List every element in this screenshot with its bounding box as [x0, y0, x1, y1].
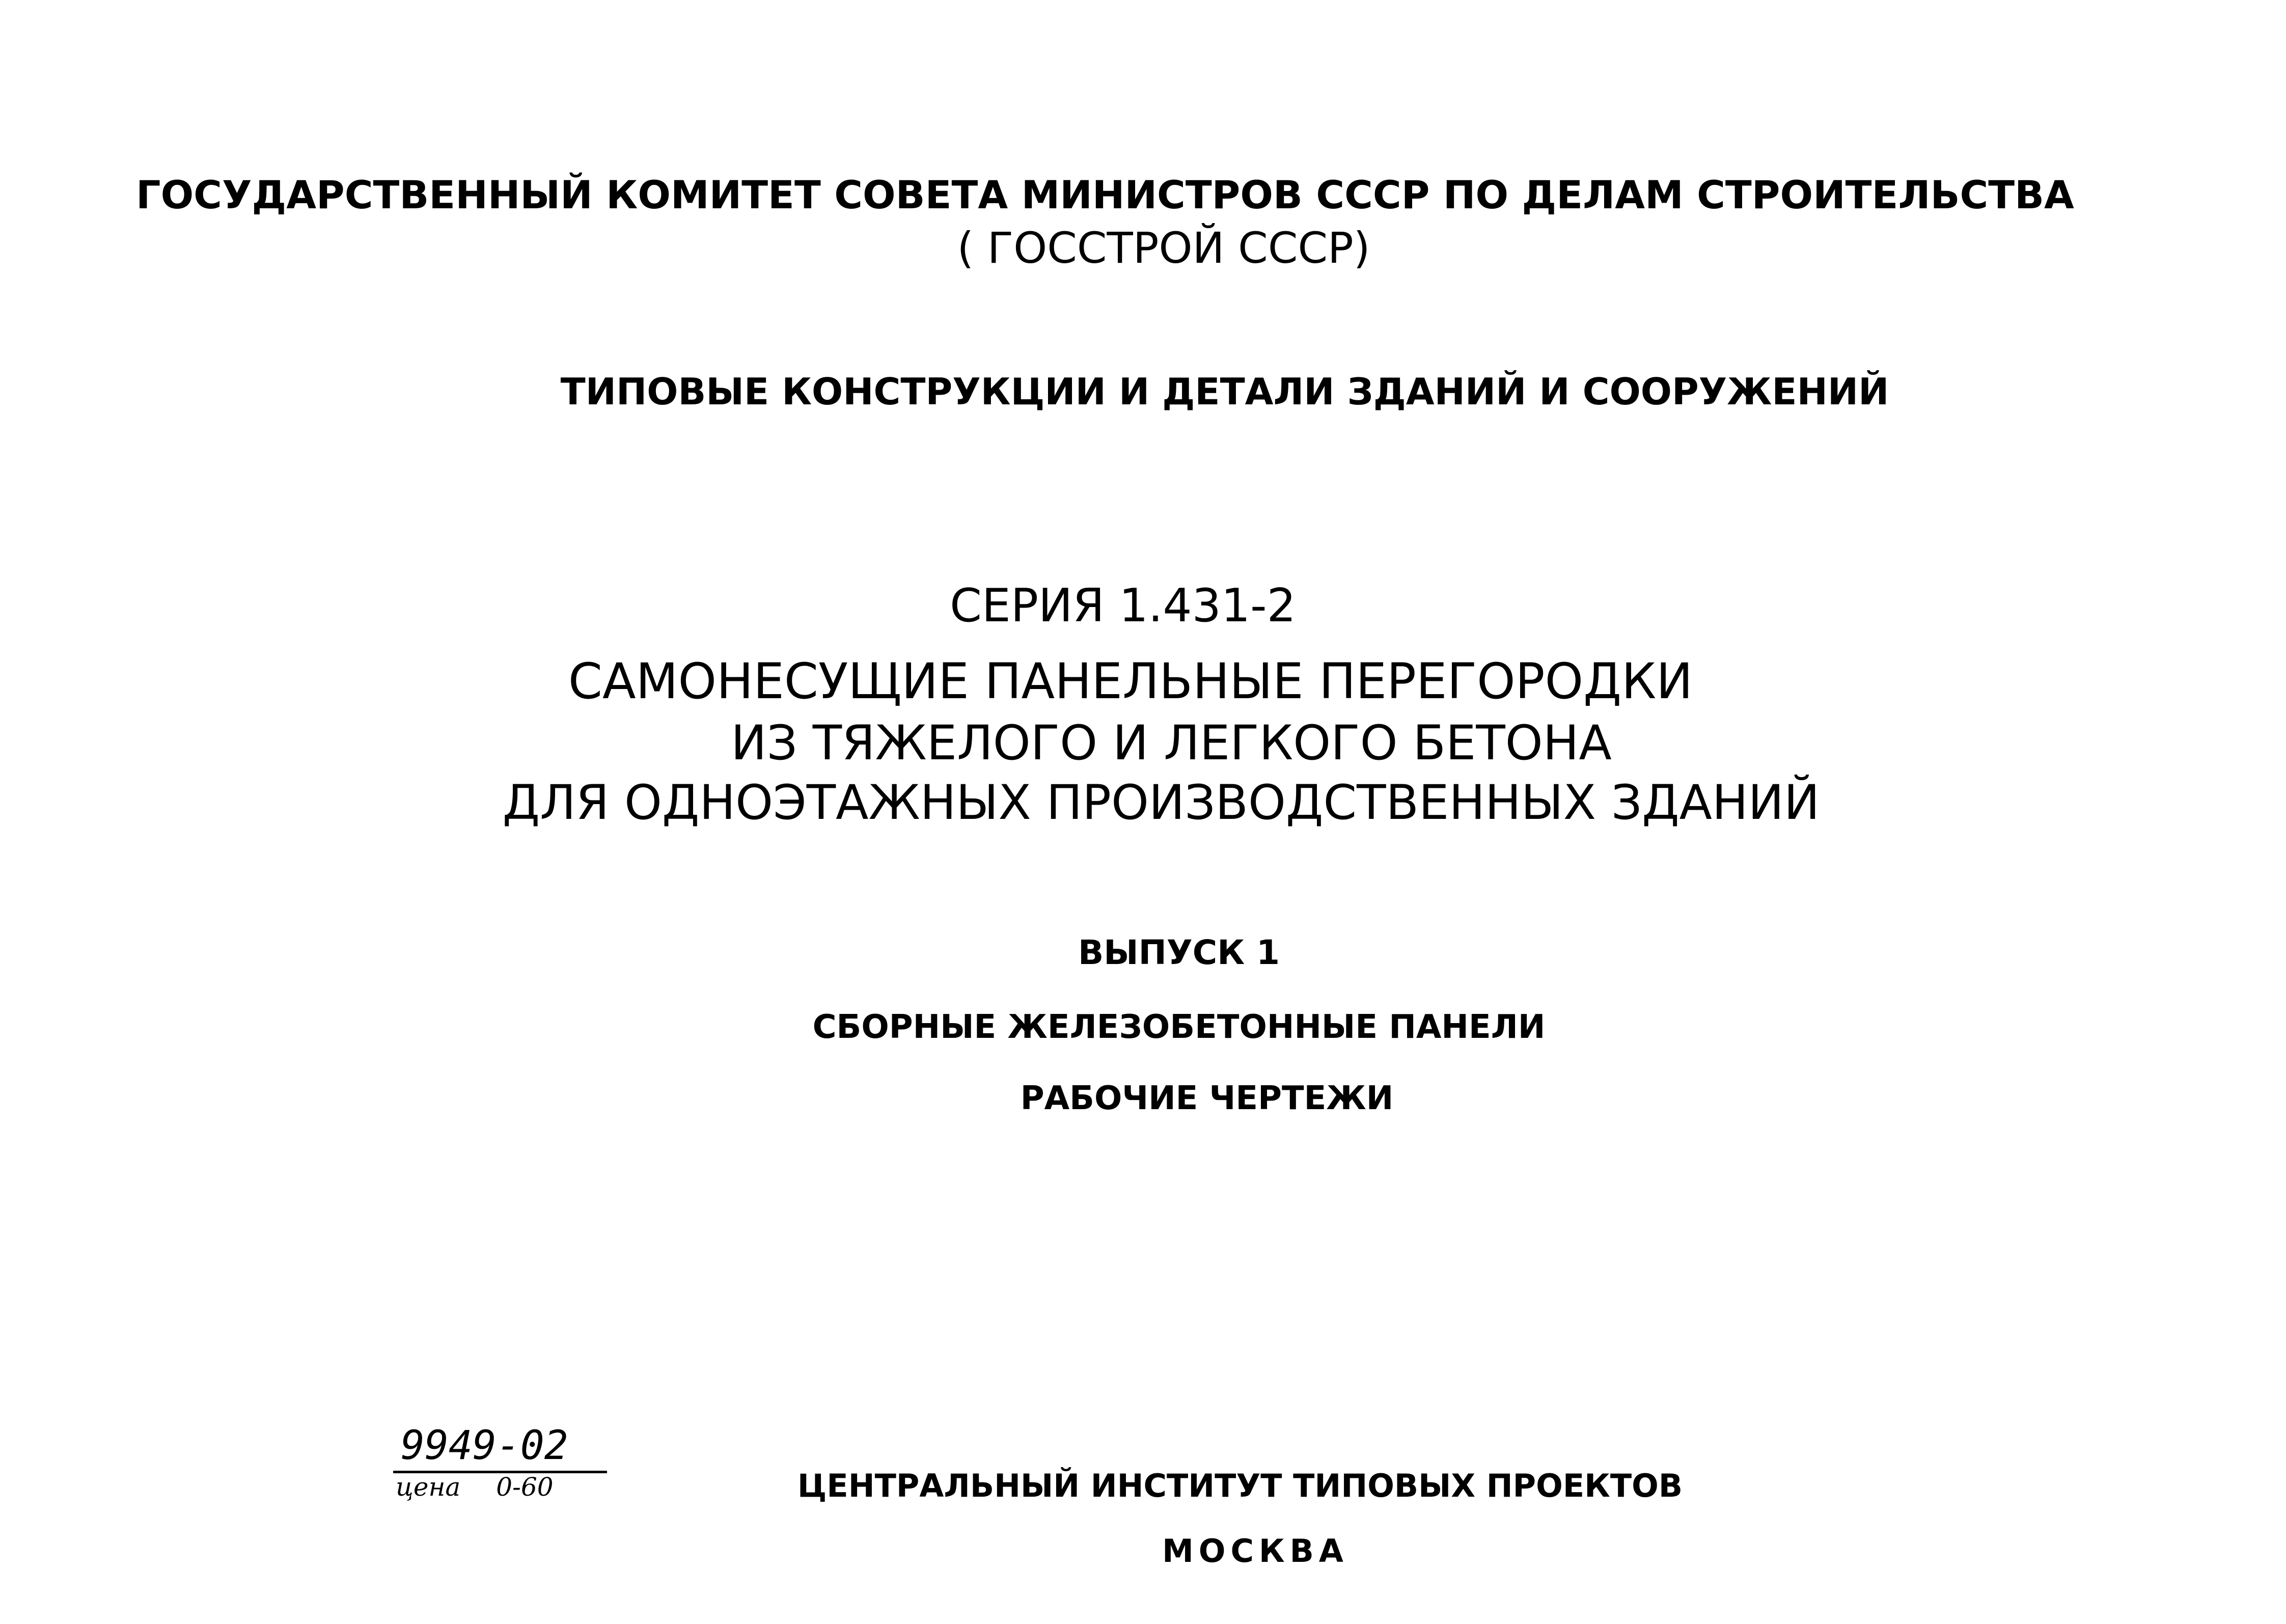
catalog-number: 9949-02 [401, 1423, 568, 1469]
drawings-type: РАБОЧИЕ ЧЕРТЕЖИ [1020, 1080, 1394, 1117]
price-line [396, 1474, 554, 1500]
title-line-1: САМОНЕСУЩИЕ ПАНЕЛЬНЫЕ ПЕРЕГОРОДКИ [568, 653, 1693, 710]
price-value: 0-60 [496, 1472, 554, 1502]
price-label: цена [396, 1472, 461, 1502]
title-line-2: ИЗ ТЯЖЕЛОГО И ЛЕГКОГО БЕТОНА [731, 715, 1612, 771]
committee-heading: ГОСУДАРСТВЕННЫЙ КОМИТЕТ СОВЕТА МИНИСТРОВ СССР ПО ДЕЛАМ СТРОИТЕЛЬСТВА [136, 172, 2074, 217]
title-line-3: ДЛЯ ОДНОЭТАЖНЫХ ПРОИЗВОДСТВЕННЫХ ЗДАНИЙ [502, 775, 1820, 831]
catalog-stamp [393, 1423, 612, 1502]
publisher-city: МОСКВА [1162, 1532, 1348, 1570]
issue-number: ВЫПУСК 1 [1078, 933, 1280, 972]
committee-short-name: ( ГОССТРОЙ СССР) [957, 223, 1370, 273]
issue-subtitle: СБОРНЫЕ ЖЕЛЕЗОБЕТОННЫЕ ПАНЕЛИ [812, 1008, 1546, 1046]
series-number: СЕРИЯ 1.431-2 [950, 579, 1296, 632]
publisher-name: ЦЕНТРАЛЬНЫЙ ИНСТИТУТ ТИПОВЫХ ПРОЕКТОВ [797, 1467, 1683, 1504]
standard-heading: ТИПОВЫЕ КОНСТРУКЦИИ И ДЕТАЛИ ЗДАНИЙ И СООРУЖЕНИЙ [560, 370, 1889, 413]
